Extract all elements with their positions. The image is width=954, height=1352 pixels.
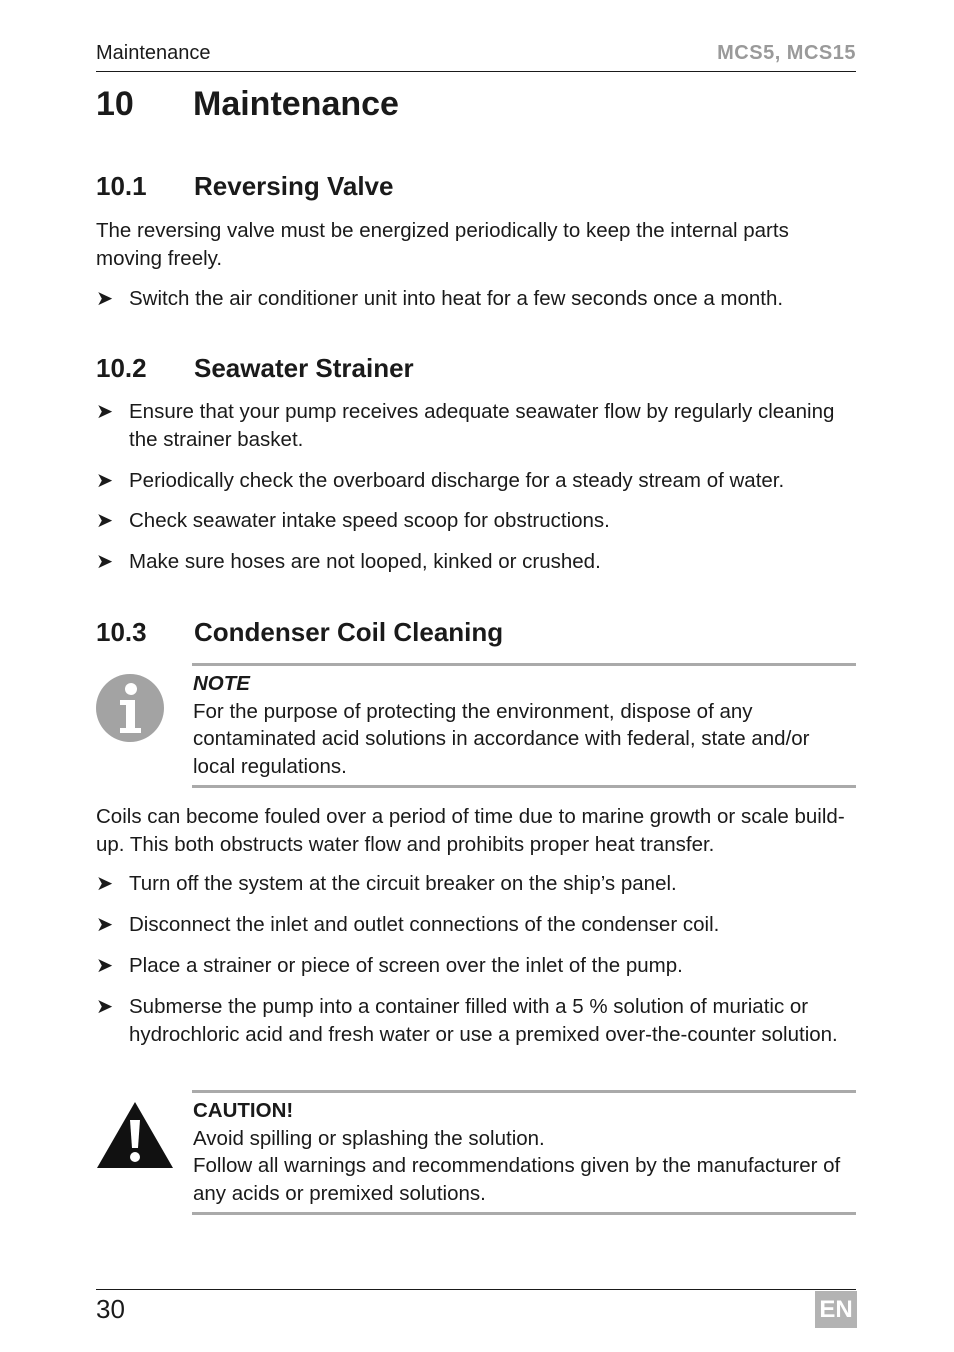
- paragraph: Coils can become fouled over a period of time due to marine growth or scale build-up. This both obstructs water flow and prohibits proper heat transfer.: [96, 805, 845, 856]
- arrow-bullet-icon: ➤: [96, 995, 114, 1018]
- arrow-bullet-icon: ➤: [96, 550, 114, 573]
- note-title: NOTE: [193, 672, 250, 695]
- language-badge: EN: [815, 1291, 857, 1328]
- arrow-bullet-icon: ➤: [96, 954, 114, 977]
- note-bottom-rule: [192, 785, 856, 788]
- caution-bottom-rule: [192, 1212, 856, 1215]
- list-item: [96, 548, 858, 576]
- arrow-bullet-icon: ➤: [96, 872, 114, 895]
- caution-block: [193, 1097, 857, 1207]
- note-text: For the purpose of protecting the environment, dispose of any contaminated acid solutions in accordance with federal, state and/or local regulations.: [193, 699, 810, 778]
- list-item: [96, 911, 858, 939]
- chapter-number: 10: [96, 85, 134, 123]
- caution-line: Avoid spilling or splashing the solution.: [193, 1126, 545, 1150]
- arrow-bullet-icon: ➤: [96, 469, 114, 492]
- note-block: [193, 670, 857, 780]
- list-item-text: Place a strainer or piece of screen over the inlet of the pump.: [129, 954, 683, 977]
- list-item-text: Switch the air conditioner unit into heat for a few seconds once a month.: [129, 287, 784, 310]
- section-number: 10.2: [96, 353, 147, 383]
- page-number: 30: [96, 1294, 125, 1324]
- warning-icon: [96, 1100, 174, 1170]
- section-title: Reversing Valve: [194, 171, 394, 201]
- list-item: [96, 398, 836, 453]
- paragraph: The reversing valve must be energized periodically to keep the internal parts moving freely.: [96, 219, 789, 270]
- list-item-text: Turn off the system at the circuit breaker on the ship’s panel.: [129, 872, 677, 895]
- list-item: [96, 993, 858, 1048]
- list-item-text: Ensure that your pump receives adequate seawater flow by regularly cleaning the strainer basket.: [129, 400, 835, 451]
- arrow-bullet-icon: ➤: [96, 913, 114, 936]
- footer-divider: [96, 1289, 856, 1290]
- running-header-model: MCS5, MCS15: [717, 42, 856, 64]
- list-item: [96, 952, 858, 980]
- arrow-bullet-icon: ➤: [96, 287, 114, 310]
- list-item-text: Disconnect the inlet and outlet connections of the condenser coil.: [129, 913, 720, 936]
- caution-title: CAUTION!: [193, 1099, 294, 1122]
- list-item: [96, 285, 858, 313]
- list-item: [96, 467, 858, 495]
- info-icon: [96, 674, 164, 742]
- arrow-bullet-icon: ➤: [96, 400, 114, 423]
- caution-top-rule: [192, 1090, 856, 1093]
- arrow-bullet-icon: ➤: [96, 509, 114, 532]
- section-number: 10.3: [96, 617, 147, 647]
- note-top-rule: [192, 663, 856, 666]
- caution-line: Follow all warnings and recommendations given by the manufacturer of any acids or premixed solutions.: [193, 1154, 841, 1205]
- running-header-section: Maintenance: [96, 42, 211, 64]
- list-item-text: Submerse the pump into a container filled with a 5 % solution of muriatic or hydrochloric acid and fresh water or use a premixed over-the-counter solution.: [129, 995, 838, 1046]
- list-item: [96, 870, 858, 898]
- list-item-text: Make sure hoses are not looped, kinked or crushed.: [129, 550, 601, 573]
- list-item-text: Check seawater intake speed scoop for obstructions.: [129, 509, 610, 532]
- list-item-text: Periodically check the overboard discharge for a steady stream of water.: [129, 469, 785, 492]
- section-title: Condenser Coil Cleaning: [194, 617, 504, 647]
- section-number: 10.1: [96, 171, 147, 201]
- chapter-title: Maintenance: [193, 85, 399, 123]
- list-item: [96, 507, 858, 535]
- section-title: Seawater Strainer: [194, 353, 414, 383]
- header-divider: [96, 71, 856, 72]
